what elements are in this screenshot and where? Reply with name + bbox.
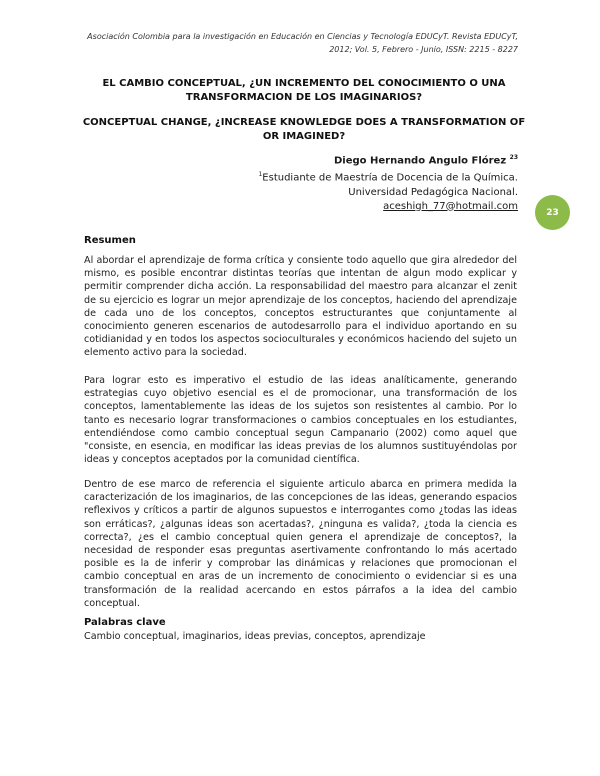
keywords-text: Cambio conceptual, imaginarios, ideas previas, conceptos, aprendizaje xyxy=(84,631,426,642)
journal-header xyxy=(70,30,518,56)
author-name: Diego Hernando Angulo Flórez $^{23}$ xyxy=(333,154,518,167)
author-email-link[interactable]: aceshigh_77@hotmail.com xyxy=(383,200,518,212)
journal-header-line1: Asociación Colombia para la investigación en Educación en Ciencias y Tecnología EDUCyT. Revista EDUCyT, xyxy=(87,32,518,41)
author-university: Universidad Pedagógica Nacional. xyxy=(348,186,518,198)
abstract-paragraph-2: Para lograr esto es imperativo el estudio de las ideas analíticamente, generando estrategias cuyo objetivo esencial es el de promocionar, una transformación de los conceptos, lamentablemente las ideas de los sujetos son resistentes al cambio. Por lo tanto es necesario lograr transformaciones o cambios conceptuales en los estudiantes, entendiéndose como cambio conceptual segun Campanario (2002) como aquel que "consiste, en esencia, en modificar las ideas previas de los alumnos sustituyéndolas por ideas y conceptos aceptados por la comunidad científica. xyxy=(84,375,517,466)
author-block xyxy=(258,151,518,214)
title-english: CONCEPTUAL CHANGE, ¿INCREASE KNOWLEDGE DOES A TRANSFORMATION OF OR IMAGINED? xyxy=(82,117,526,142)
abstract-paragraph-3: Dentro de ese marco de referencia el siguiente articulo abarca en primera medida la caracterización de los imaginarios, de las concepciones de las ideas, generando espacios reflexivos y críticos a partir de algunos supuestos e interrogantes como ¿todas las ideas son erráticas?, ¿algunas ideas son acertadas?, ¿ninguna es valida?, ¿toda la ciencia es correcta?, ¿es el cambio conceptual quien genera el aprendizaje de conceptos?, la necesidad de responder esas preguntas asertivamente confrontando lo más acertado posible es la de inferir y comprobar las dinámicas y relaciones que promocionan el cambio conceptual en aras de un incremento de conocimiento o evidenciar si es una transformación de la realidad acercando en estos párrafos a la idea del cambio conceptual. xyxy=(84,479,517,609)
keywords-heading: Palabras clave xyxy=(84,617,166,628)
abstract-paragraph-1: Al abordar el aprendizaje de forma crítica y consiente todo aquello que gira alrededor del mismo, es posible encontrar distintas teorías que intentan de algun modo explicar y permitir comprender dicha acción. La responsabilidad del maestro para alcanzar el zenit de su ejercicio es lograr un mejor aprendizaje de los conceptos, haciendo del aprendizaje de cada uno de los conceptos, conceptos estructurantes que conjuntamente al conocimiento generen escenarios de autodesarrollo para el individuo aportando en su cotidianidad y en todos los aspectos socioculturales y económicos haciendo del sujeto un elemento activo para la sociedad. xyxy=(84,255,517,359)
page-number-badge: 23 xyxy=(535,195,570,230)
author-affiliation: $^1$Estudiante de Maestría de Docencia de la Química. xyxy=(258,171,518,184)
title-spanish: EL CAMBIO CONCEPTUAL, ¿UN INCREMENTO DEL CONOCIMIENTO O UNA TRANSFORMACION DE LOS IMAGINARIOS? xyxy=(102,78,506,103)
resumen-heading: Resumen xyxy=(84,235,136,246)
author-footnote-marker: 23 xyxy=(509,154,518,161)
journal-header-line2: 2012; Vol. 5, Febrero - Junio, ISSN: 2215 - 8227 xyxy=(329,45,518,54)
